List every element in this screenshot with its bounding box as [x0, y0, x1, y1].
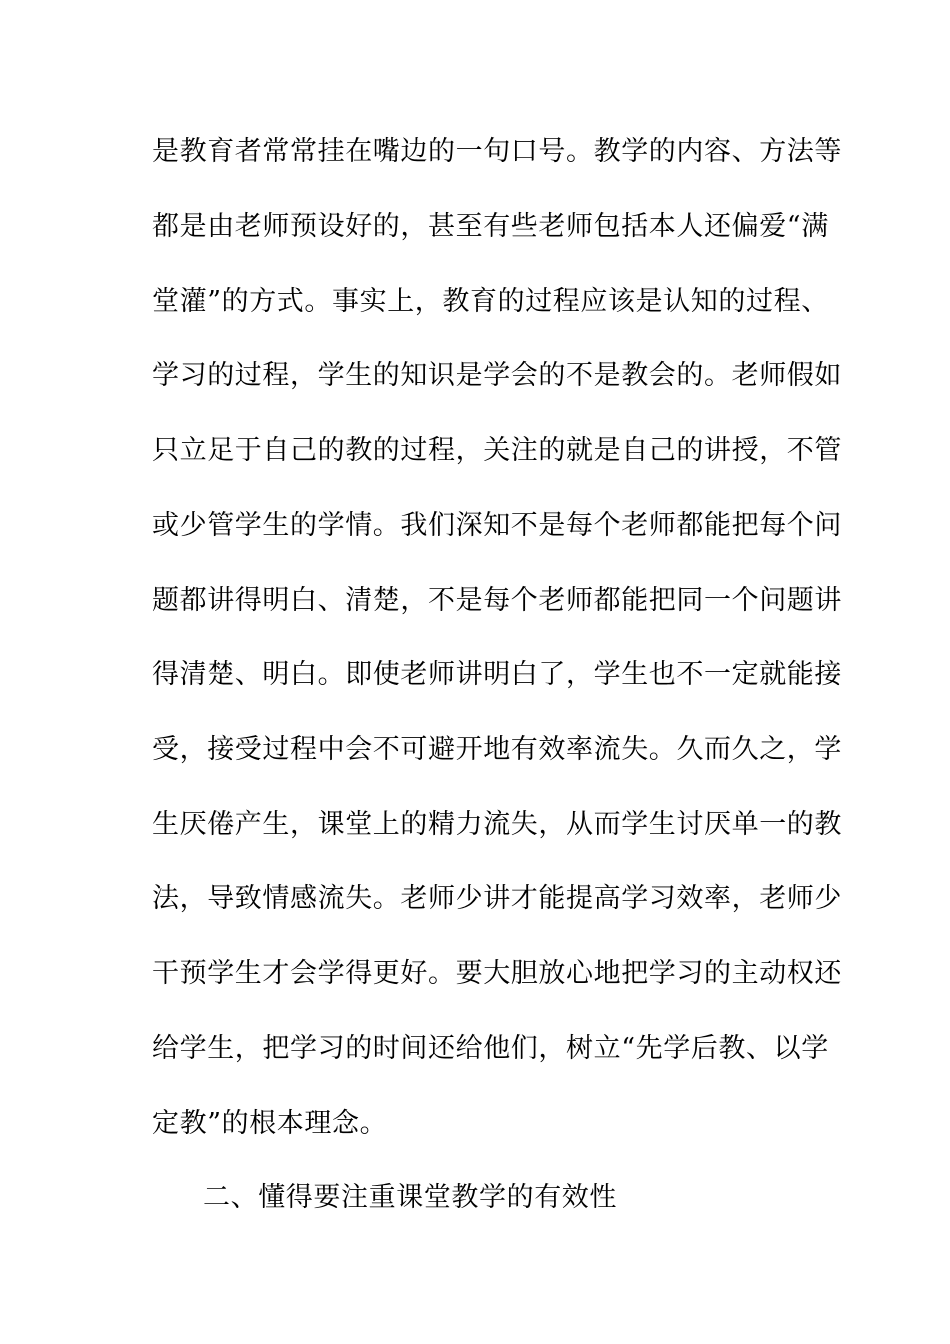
paragraph-line: 给学生，把学习的时间还给他们，树立“先学后教、以学	[152, 1033, 829, 1064]
section-heading: 二、懂得要注重课堂教学的有效性	[203, 1182, 617, 1213]
paragraph-line: 法，导致情感流失。老师少讲才能提高学习效率，老师少	[152, 883, 842, 914]
paragraph-line: 题都讲得明白、清楚，不是每个老师都能把同一个问题讲	[152, 585, 842, 616]
paragraph-line: 学习的过程，学生的知识是学会的不是教会的。老师假如	[152, 360, 842, 391]
paragraph-line: 只立足于自己的教的过程，关注的就是自己的讲授，不管	[152, 435, 842, 466]
paragraph-line: 得清楚、明白。即使老师讲明白了，学生也不一定就能接	[152, 659, 842, 690]
paragraph-line: 生厌倦产生，课堂上的精力流失，从而学生讨厌单一的教	[152, 809, 842, 840]
paragraph-line: 堂灌”的方式。事实上，教育的过程应该是认知的过程、	[152, 286, 829, 317]
paragraph-line: 都是由老师预设好的，甚至有些老师包括本人还偏爱“满	[152, 211, 829, 242]
paragraph-line: 受，接受过程中会不可避开地有效率流失。久而久之，学	[152, 734, 842, 765]
paragraph-line: 定教”的根本理念。	[152, 1108, 388, 1139]
paragraph-line: 是教育者常常挂在嘴边的一句口号。教学的内容、方法等	[152, 136, 842, 167]
paragraph-line: 干预学生才会学得更好。要大胆放心地把学习的主动权还	[152, 958, 842, 989]
paragraph-line: 或少管学生的学情。我们深知不是每个老师都能把每个问	[152, 510, 842, 541]
